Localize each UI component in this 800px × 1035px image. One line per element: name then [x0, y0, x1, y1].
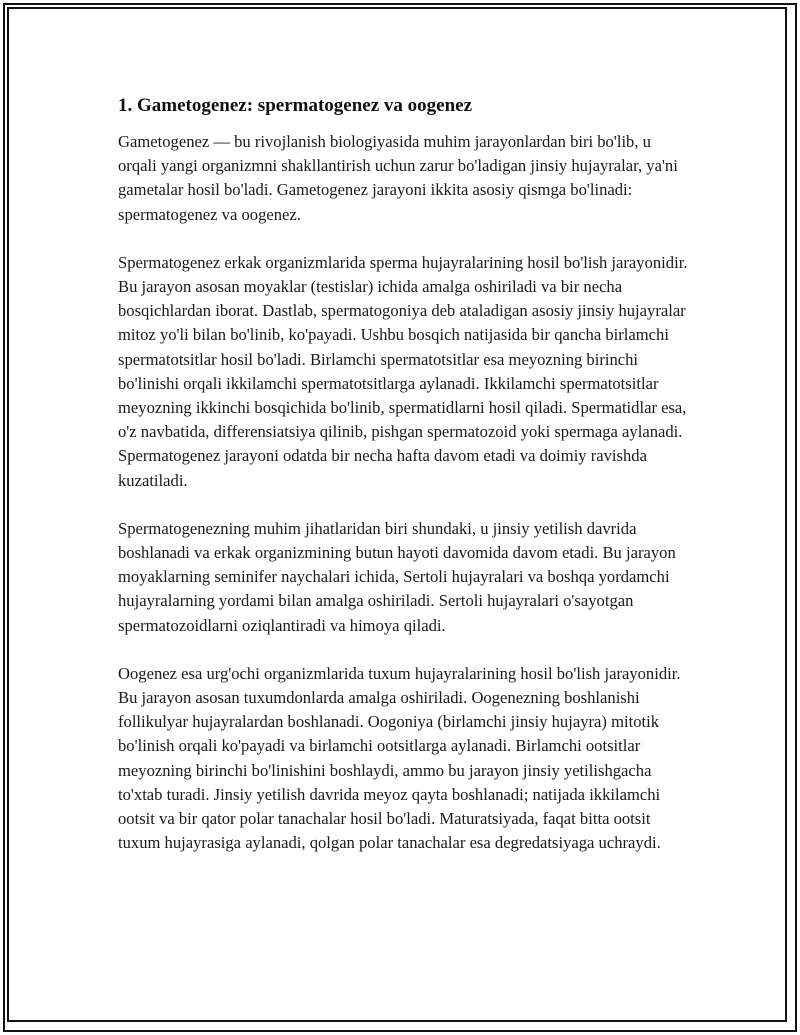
paragraph-spermatogenesis: Spermatogenez erkak organizmlarida sperma hujayralarining hosil bo'lish jarayonidir. Bu jarayon asosan moyaklar (testislar) ichida amalga oshiriladi va bir necha bosqichlardan iborat. Dastlab, spermatogoniya deb ataladigan asosiy jinsiy hujayralar mitoz yo'li bilan bo'linib, ko'payadi. Ushbu bosqich natijasida bir qancha birlamchi spermatotsitlar hosil bo'ladi. Birlamchi spermatotsitlar esa meyozning birinchi bo'linishi orqali ikkilamchi spermatotsitlarga aylanadi. Ikkilamchi spermatotsitlar meyozning ikkinchi bosqichida bo'linib, spermatidlarni hosil qiladi. Spermatidlar esa, o'z navbatida, differensiatsiya qilinib, pishgan spermatozoid yoki spermaga aylanadi. Spermatogenez jarayoni odatda bir necha hafta davom etadi va doimiy ravishda kuzatiladi. — [118, 252, 688, 490]
paragraph-spermatogenesis-details: Spermatogenezning muhim jihatlaridan biri shundaki, u jinsiy yetilish davrida boshlanadi va erkak organizmining butun hayoti davomida davom etadi. Bu jarayon moyaklarning seminifer naychalari ichida, Sertoli hujayralari va boshqa yordamchi hujayralarning yordami bilan amalga oshiriladi. Sertoli hujayralari o'sayotgan spermatozoidlarni oziqlantiradi va himoya qiladi. — [118, 518, 676, 635]
document-body — [118, 94, 693, 855]
section-heading: 1. Gametogenez: spermatogenez va oogenez — [118, 95, 473, 116]
paragraph-intro: Gametogenez — bu rivojlanish biologiyasida muhim jarayonlardan biri bo'lib, u orqali yangi organizmni shakllantirish uchun zarur bo'ladigan jinsiy hujayralar, ya'ni gametalar hosil bo'ladi. Gametogenez jarayoni ikkita asosiy qismga bo'linadi: spermatogenez va oogenez. — [118, 132, 678, 224]
paragraph-oogenesis: Oogenez esa urg'ochi organizmlarida tuxum hujayralarining hosil bo'lish jarayonidir. Bu jarayon asosan tuxumdonlarda amalga oshiriladi. Oogenezning boshlanishi follikulyar hujayralardan boshlanadi. Oogoniya (birlamchi jinsiy hujayra) mitotik bo'linish orqali ko'payadi va birlamchi ootsitlarga aylanadi. Birlamchi ootsitlar meyozning birinchi bo'linishini boshlaydi, ammo bu jarayon jinsiy yetilishgacha to'xtab turadi. Jinsiy yetilish davrida meyoz qayta boshlanadi; natijada ikkilamchi ootsit va bir qator polar tanachalar hosil bo'ladi. Maturatsiyada, faqat bitta ootsit tuxum hujayrasiga aylanadi, qolgan polar tanachalar esa degredatsiyaga uchraydi. — [118, 663, 681, 853]
